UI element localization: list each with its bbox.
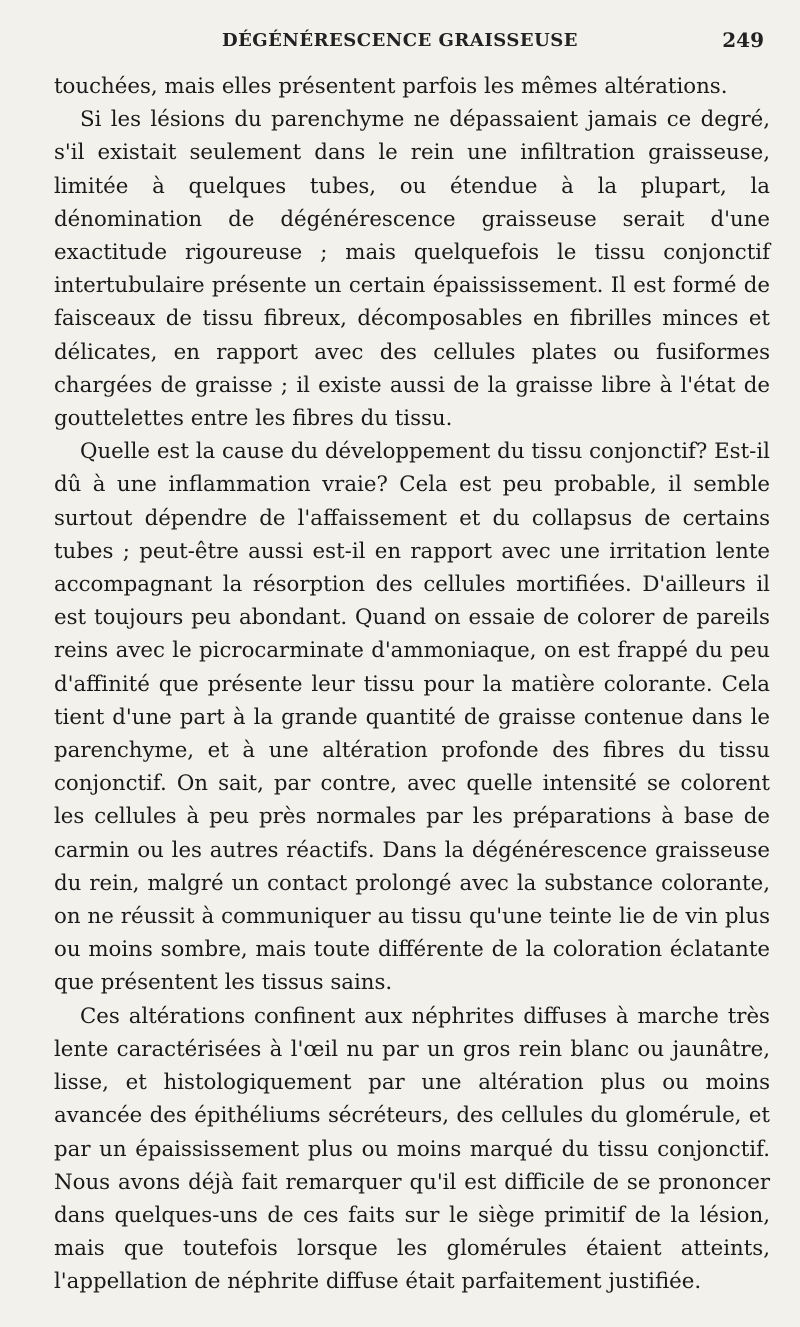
paragraph: Si les lésions du parenchyme ne dépassaient jamais ce degré, s'il existait seulement dans le rein une infiltration graisseuse, limitée à quelques tubes, ou étendue à la plupart, la dénomination de dégénérescence graisseuse serait d'une exactitude rigoureuse ; mais quelquefois le tissu conjonctif intertubulaire présente un certain épaississement. Il est formé de faisceaux de tissu fibreux, décomposables en fibrilles minces et délicates, en rapport avec des cellules plates ou fusiformes chargées de graisse ; il existe aussi de la graisse libre à l'état de gouttelettes entre les fibres du tissu. bbox=[54, 107, 770, 432]
paragraph-continuation: touchées, mais elles présentent parfois les mêmes altérations. bbox=[54, 74, 728, 99]
page-number: 249 bbox=[722, 28, 764, 52]
body-text bbox=[54, 70, 770, 1299]
paragraph: Quelle est la cause du développement du tissu conjonctif? Est-il dû à une inflammation vraie? Cela est peu probable, il semble surtout dépendre de l'affaissement et du collapsus de certains tubes ; peut-être aussi est-il en rapport avec une irritation lente accompagnant la résorption des cellules mortifiées. D'ailleurs il est toujours peu abondant. Quand on essaie de colorer de pareils reins avec le picrocarminate d'ammoniaque, on est frappé du peu d'affinité que présente leur tissu pour la matière colorante. Cela tient d'une part à la grande quantité de graisse contenue dans le parenchyme, et à une altération profonde des fibres du tissu conjonctif. On sait, par contre, avec quelle intensité se colorent les cellules à peu près normales par les préparations à base de carmin ou les autres réactifs. Dans la dégénérescence graisseuse du rein, malgré un contact prolongé avec la substance colorante, on ne réussit à communiquer au tissu qu'une teinte lie de vin plus ou moins sombre, mais toute différente de la coloration éclatante que présentent les tissus sains. bbox=[54, 439, 770, 996]
paragraph: Ces altérations confinent aux néphrites diffuses à marche très lente caractérisées à l'œil nu par un gros rein blanc ou jaunâtre, lisse, et histologiquement par une altération plus ou moins avancée des épithéliums sécréteurs, des cellules du glomérule, et par un épaississement plus ou moins marqué du tissu conjonctif. Nous avons déjà fait remarquer qu'il est difficile de se prononcer dans quelques-uns de ces faits sur le siège primitif de la lésion, mais que toutefois lorsque les glomérules étaient atteints, l'appellation de néphrite diffuse était parfaitement justifiée. bbox=[54, 1003, 770, 1295]
running-title: DÉGÉNÉRESCENCE GRAISSEUSE bbox=[221, 30, 579, 51]
running-head bbox=[0, 22, 800, 62]
